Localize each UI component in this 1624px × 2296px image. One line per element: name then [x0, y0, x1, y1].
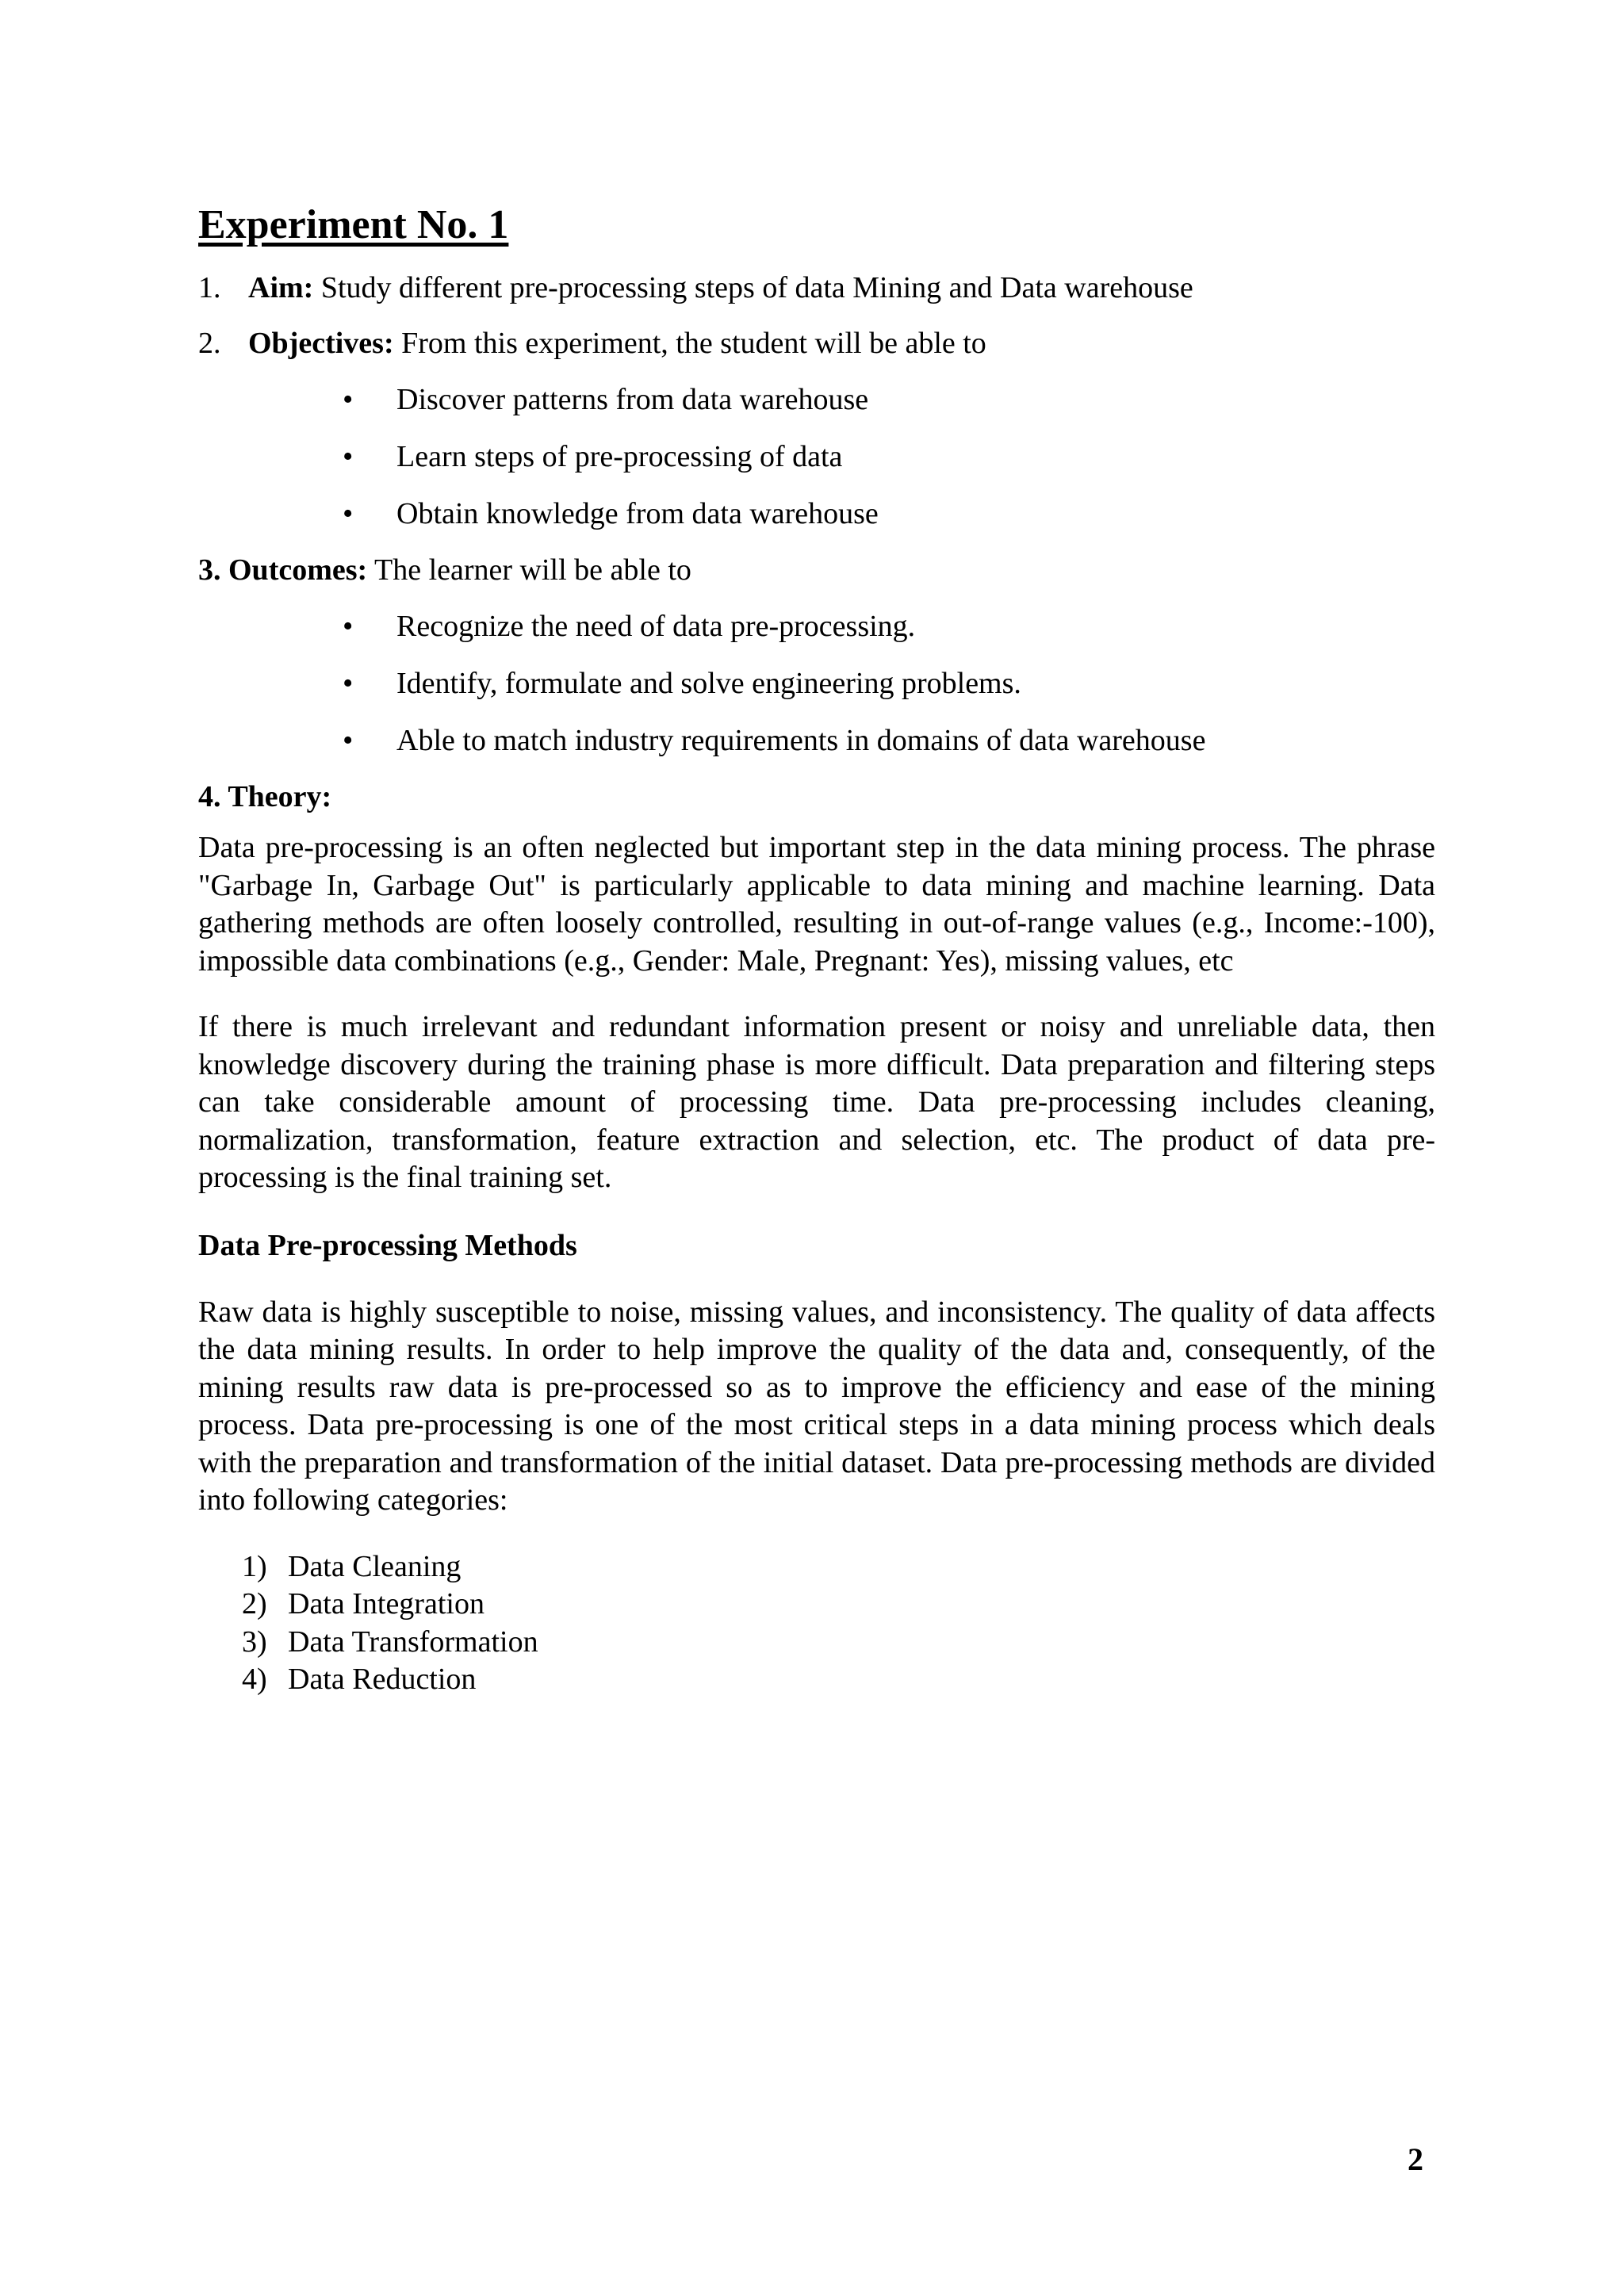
category-number: 3) — [242, 1624, 267, 1659]
methods-paragraph: Raw data is highly susceptible to noise, missing values, and inconsistency. The quality of data affects the data mining results. In order to help improve the quality of the data and, consequently, of the mining results raw data is pre-processed so as to improve the efficiency and ease of the mining process. Data pre-processing is one of the most critical steps in a data mining process which deals with the preparation and transformation of the initial dataset. Data pre-processing methods are divided into following categories: — [198, 1295, 1435, 1517]
page-title: Experiment No. 1 — [198, 202, 509, 247]
theory-paragraph: If there is much irrelevant and redundant information present or noisy and unreliable data, then knowledge discovery during the training phase is more difficult. Data preparation and filtering steps can take considerable amount of processing time. Data pre-processing includes cleaning, normalization, transformation, feature extraction and selection, etc. The product of data pre-processing is the final training set. — [198, 1010, 1435, 1194]
outcome-item: • Able to match industry requirements in domains of data warehouse — [341, 712, 1435, 769]
category-item — [242, 1624, 1435, 1662]
objectives-label: Objectives: — [248, 327, 394, 360]
category-item — [242, 1586, 1435, 1624]
objective-item: • Learn steps of pre-processing of data — [341, 428, 1435, 485]
objectives-number: 2. — [198, 327, 221, 360]
theory-line — [198, 769, 1435, 825]
outcomes-line — [198, 542, 1435, 598]
theory-label: 4. Theory: — [198, 780, 332, 813]
category-text: Data Integration — [288, 1587, 485, 1621]
category-text: Data Transformation — [288, 1624, 538, 1659]
objectives-list — [198, 371, 1435, 542]
outcomes-label: 3. Outcomes: — [198, 553, 368, 587]
category-item — [242, 1661, 1435, 1699]
category-number: 1) — [242, 1549, 267, 1583]
objective-item: • Discover patterns from data warehouse — [341, 371, 1435, 428]
category-number: 4) — [242, 1663, 267, 1696]
page-number: 2 — [1408, 2141, 1423, 2177]
aim-line — [198, 260, 1435, 316]
category-text: Data Cleaning — [288, 1549, 462, 1583]
category-number: 2) — [242, 1587, 267, 1621]
aim-text: Study different pre-processing steps of data Mining and Data warehouse — [313, 271, 1193, 304]
objectives-line — [198, 316, 1435, 371]
aim-number: 1. — [198, 271, 221, 304]
outcome-item: • Identify, formulate and solve engineering problems. — [341, 655, 1435, 712]
category-item — [242, 1548, 1435, 1586]
objective-item: • Obtain knowledge from data warehouse — [341, 485, 1435, 542]
document-page — [198, 198, 1435, 1699]
aim-label: Aim: — [248, 271, 314, 304]
methods-heading: Data Pre-processing Methods — [198, 1228, 577, 1262]
category-text: Data Reduction — [288, 1663, 477, 1696]
categories-list — [198, 1548, 1435, 1699]
outcome-item: • Recognize the need of data pre-processing. — [341, 598, 1435, 655]
outcomes-list — [198, 598, 1435, 769]
objectives-text: From this experiment, the student will be able to — [393, 327, 986, 360]
outcomes-text: The learner will be able to — [367, 553, 691, 587]
theory-paragraph: Data pre-processing is an often neglected but important step in the data mining process. The phrase "Garbage In, Garbage Out" is particularly applicable to data mining and machine learning. Data gathering methods are often loosely controlled, resulting in out-of-range values (e.g., Income:-100), impossible data combinations (e.g., Gender: Male, Pregnant: Yes), missing values, etc — [198, 831, 1435, 978]
